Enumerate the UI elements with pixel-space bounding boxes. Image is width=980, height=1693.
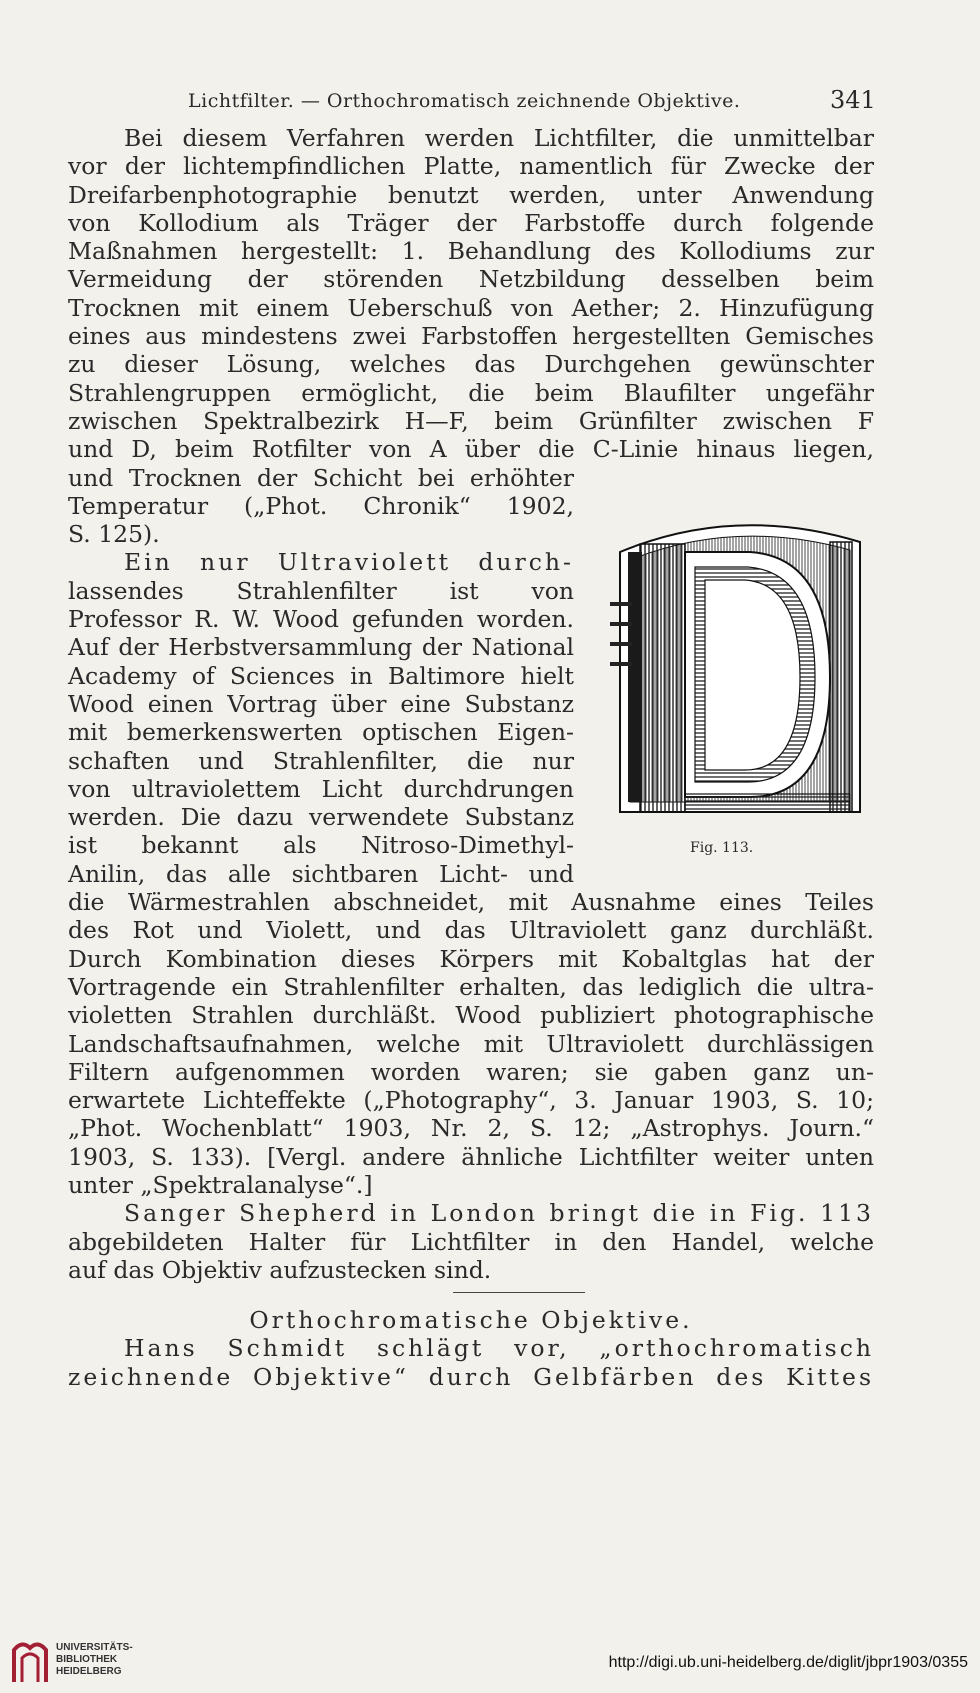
- page-number: 341: [830, 86, 876, 114]
- text-line: erwartete Lichteffekte („Photography“, 3. Januar 1903, S. 10;: [68, 1086, 874, 1115]
- text-line: lassendes Strahlenfilter ist von: [68, 576, 574, 605]
- text-line: Dreifarbenphotographie benutzt werden, unter Anwendung: [68, 180, 874, 209]
- text-line: Strahlengruppen ermöglicht, die beim Blaufilter ungefähr: [68, 378, 874, 407]
- text-line: des Rot und Violett, und das Ultraviolett ganz durchläßt.: [68, 916, 874, 945]
- text-line: eines aus mindestens zwei Farbstoffen hergestellten Gemisches: [68, 322, 874, 351]
- figure-caption: Fig. 113.: [690, 840, 754, 856]
- text-line: Wood einen Vortrag über eine Substanz: [68, 689, 574, 718]
- filter-holder-figure: [600, 512, 870, 830]
- text-line: die Wärmestrahlen abschneidet, mit Ausnahme eines Teiles: [68, 888, 874, 917]
- library-name: UNIVERSITÄTS-BIBLIOTHEK HEIDELBERG: [56, 1642, 133, 1677]
- filter-holder-engraving-icon: [600, 512, 870, 830]
- section-heading: Orthochromatische Objektive.: [249, 1306, 693, 1334]
- library-logo-icon: [10, 1638, 50, 1684]
- text-line: Vermeidung der störenden Netzbildung desselben beim: [68, 265, 874, 294]
- text-line: und Trocknen der Schicht bei erhöhter: [68, 463, 574, 492]
- text-line: schaften und Strahlenfilter, die nur: [68, 746, 574, 775]
- text-line: ist bekannt als Nitroso-Dimethyl-: [68, 831, 574, 860]
- text-line: abgebildeten Halter für Lichtfilter in den Handel, welche: [68, 1227, 874, 1256]
- text-line: Temperatur („Phot. Chronik“ 1902,: [68, 491, 574, 520]
- text-line: Vortragende ein Strahlenfilter erhalten, das lediglich die ultra-: [68, 972, 874, 1001]
- text-line: Durch Kombination dieses Körpers mit Kobaltglas hat der: [68, 944, 874, 973]
- text-line: Auf der Herbstversammlung der National: [68, 633, 574, 662]
- text-line: von ultraviolettem Licht durchdrungen: [68, 774, 574, 803]
- source-url[interactable]: http://digi.ub.uni-heidelberg.de/diglit/jbpr1903/0355: [608, 1654, 968, 1671]
- text-line: von Kollodium als Träger der Farbstoffe durch folgende: [68, 208, 874, 237]
- section-text: [68, 1306, 874, 1391]
- text-line: vor der lichtempfindlichen Platte, namentlich für Zwecke der: [68, 152, 874, 181]
- text-line: „Phot. Wochenblatt“ 1903, Nr. 2, S. 12; „Astrophys. Journ.“: [68, 1114, 874, 1143]
- text-line: mit bemerkenswerten optischen Eigen-: [68, 718, 574, 747]
- text-line: werden. Die dazu verwendete Substanz: [68, 803, 574, 832]
- text-line: violetten Strahlen durchläßt. Wood publiziert photographische: [68, 1001, 874, 1030]
- text-line: Filtern aufgenommen worden waren; sie gaben ganz un-: [68, 1057, 874, 1086]
- text-line: Academy of Sciences in Baltimore hielt: [68, 661, 574, 690]
- section-divider: [453, 1292, 585, 1293]
- text-line: zu dieser Lösung, welches das Durchgehen gewünschter: [68, 350, 874, 379]
- text-line: Trocknen mit einem Ueberschuß von Aether; 2. Hinzufügung: [68, 293, 874, 322]
- text-line: Maßnahmen hergestellt: 1. Behandlung des Kollodiums zur: [68, 237, 874, 266]
- text-line: Hans Schmidt schlägt vor, „orthochromatisch: [124, 1334, 874, 1363]
- text-line: Landschaftsaufnahmen, welche mit Ultraviolett durchlässigen: [68, 1029, 874, 1058]
- text-line: unter „Spektralanalyse“.]: [68, 1170, 373, 1199]
- text-line: Bei diesem Verfahren werden Lichtfilter, die unmittelbar: [124, 124, 874, 152]
- text-line: zeichnende Objektive“ durch Gelbfärben des Kittes: [68, 1362, 874, 1391]
- footer: [0, 1632, 980, 1693]
- text-line: Ein nur Ultraviolett durch-: [124, 548, 574, 577]
- text-line: und D, beim Rotfilter von A über die C-Linie hinaus liegen,: [68, 435, 874, 464]
- running-head: Lichtfilter. — Orthochromatisch zeichnende Objektive.: [188, 90, 741, 112]
- text-line: Professor R. W. Wood gefunden worden.: [68, 605, 574, 634]
- text-line: zwischen Spektralbezirk H—F, beim Grünfilter zwischen F: [68, 406, 874, 435]
- text-line: S. 125).: [68, 520, 160, 549]
- text-line: auf das Objektiv aufzustecken sind.: [68, 1255, 492, 1284]
- text-line: Sanger Shepherd in London bringt die in Fig. 113: [124, 1199, 874, 1228]
- text-line: 1903, S. 133). [Vergl. andere ähnliche Lichtfilter weiter unten: [68, 1142, 874, 1171]
- text-line: Anilin, das alle sichtbaren Licht- und: [68, 859, 574, 888]
